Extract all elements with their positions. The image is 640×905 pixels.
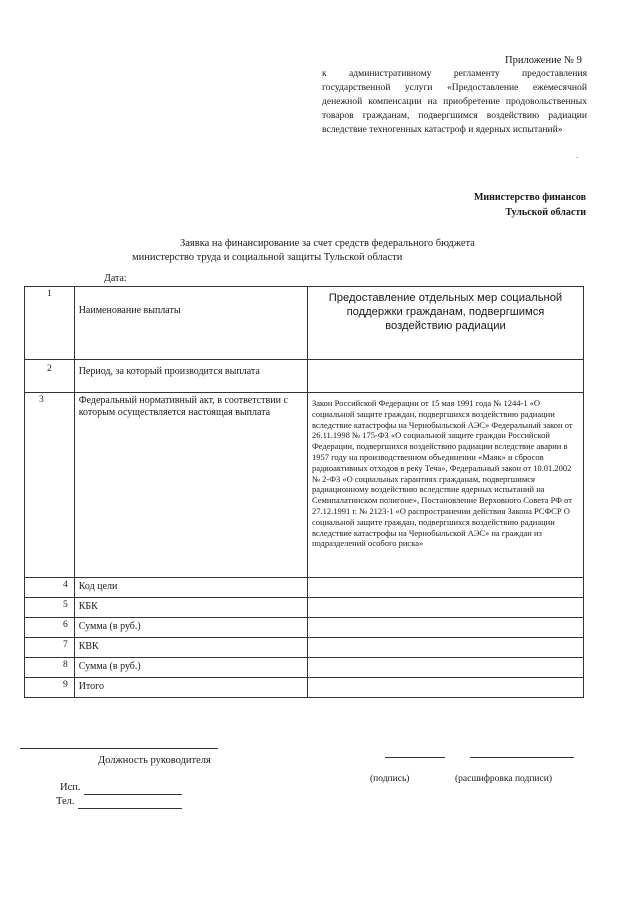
phone-line[interactable] [78,808,182,809]
table-row [25,360,584,393]
date-label: Дата: [104,273,127,284]
row-label: Период, за который производится выплата [74,360,307,393]
row-label: Код цели [74,578,307,598]
signature-decode-label: (расшифровка подписи) [455,774,552,784]
head-position-line[interactable] [20,748,218,749]
request-subtitle: министерство труда и социальной защиты Тульской области [132,252,403,263]
row-value[interactable] [307,638,583,658]
table-row [25,287,584,360]
appendix-text: к административному регламенту предоставления государственной услуги «Предоставление ежемесячной денежной компенсации на приобретение продовольственных товаров гражданам, подвергшимся воздействию радиации вследствие техногенных катастроф и ядерных испытаний» [322,68,587,135]
signature-decode-line[interactable] [470,757,574,758]
table-row [25,578,584,598]
row-number: 4 [25,578,75,598]
table-row [25,678,584,698]
recipient-ministry: Министерство финансов [473,192,586,203]
margin-mark: . [576,150,579,160]
row-label: Сумма (в руб.) [74,618,307,638]
row-number: 5 [25,598,75,618]
executor-line[interactable] [84,794,182,795]
table-row [25,393,584,578]
row-value[interactable] [307,598,583,618]
row-label: КВК [74,638,307,658]
row-label: Федеральный нормативный акт, в соответствии с которым осуществляется настоящая выплата [74,393,307,578]
executor-label: Исп. [60,782,81,793]
row-value[interactable] [307,618,583,638]
signature-line[interactable] [385,757,445,758]
phone-label: Тел. [56,796,75,807]
row-number: 6 [25,618,75,638]
row-value: Закон Российской Федерации от 15 мая 1991 года № 1244-1 «О социальной защите граждан, подвергшихся воздействию радиации вследствие катастрофы на Чернобыльской АЭС» Федеральный закон от 26.11.1998 № 175-ФЗ «О социальной защите граждан Российской Федерации, подвергшихся воздействию радиации вследствие аварии в 1957 году на производственном объединении «Маяк» и сбросов радиоактивных отходов в реку Теча», Федеральный закон от 10.01.2002 № 2-ФЗ «О социальных гарантиях гражданам, подвергшимся радиационному воздействию вследствие ядерных испытаний на Семипалатинском полигоне», Постановление Верховного Совета РФ от 27.12.1991 г. № 2123-1 «О распространении действия Закона РСФСР О социальной защите граждан, подвергшихся воздействию радиации вследствие катастрофы на Чернобыльской АЭС» на граждан из подразделений особого риска» [307,393,583,578]
row-value[interactable] [307,578,583,598]
row-value[interactable] [307,360,583,393]
table-row [25,638,584,658]
request-title: Заявка на финансирование за счет средств федерального бюджета [180,238,475,249]
head-position-label: Должность руководителя [98,755,211,766]
row-label: КБК [74,598,307,618]
recipient-region: Тульской области [505,207,586,218]
table-row [25,658,584,678]
row-number: 3 [25,393,75,578]
row-value[interactable] [307,678,583,698]
request-table [24,286,584,698]
row-number: 8 [25,658,75,678]
row-label: Сумма (в руб.) [74,658,307,678]
row-label: Итого [74,678,307,698]
row-label: Наименование выплаты [74,287,307,360]
row-number: 1 [25,287,75,360]
table-row [25,598,584,618]
row-number: 2 [25,360,75,393]
row-value: Предоставление отдельных мер социальной поддержки гражданам, подвергшимся воздействию радиации [307,287,583,360]
row-number: 7 [25,638,75,658]
row-number: 9 [25,678,75,698]
table-row [25,618,584,638]
recipient-block [474,190,586,220]
appendix-title: Приложение № 9 [505,55,582,66]
signature-label: (подпись) [370,774,410,784]
row-value[interactable] [307,658,583,678]
